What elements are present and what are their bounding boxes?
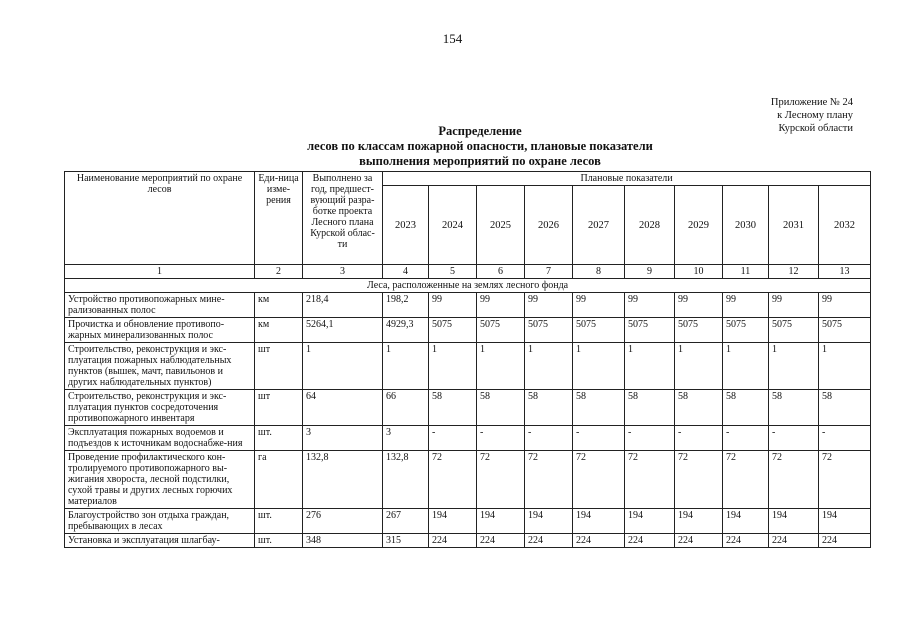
column-numbers-row [65, 265, 871, 279]
column-number: 9 [625, 265, 675, 279]
plan-value: 72 [819, 451, 871, 509]
column-number: 11 [723, 265, 769, 279]
plan-value: 66 [383, 390, 429, 426]
plan-value: 99 [625, 293, 675, 318]
plan-value: 5075 [819, 318, 871, 343]
plan-value: 5075 [477, 318, 525, 343]
header-year: 2032 [819, 186, 871, 265]
header-year: 2031 [769, 186, 819, 265]
column-number: 7 [525, 265, 573, 279]
appendix-line: к Лесному плану [777, 110, 853, 121]
plan-value: 194 [769, 509, 819, 534]
column-number: 13 [819, 265, 871, 279]
appendix-line: Приложение № 24 [770, 97, 853, 108]
document-title [200, 124, 760, 169]
unit-cell: шт. [255, 534, 303, 548]
plan-value: 58 [525, 390, 573, 426]
column-number: 2 [255, 265, 303, 279]
appendix-note [771, 96, 853, 135]
done-value: 5264,1 [303, 318, 383, 343]
column-number: 12 [769, 265, 819, 279]
plan-value: 224 [723, 534, 769, 548]
unit-cell: шт. [255, 509, 303, 534]
plan-value: 1 [723, 343, 769, 390]
plan-value: 58 [675, 390, 723, 426]
unit-cell: шт [255, 343, 303, 390]
table-row [65, 426, 871, 451]
plan-value: 99 [723, 293, 769, 318]
plan-value: 5075 [723, 318, 769, 343]
plan-value: 224 [769, 534, 819, 548]
unit-cell: га [255, 451, 303, 509]
table-row [65, 343, 871, 390]
column-number: 4 [383, 265, 429, 279]
done-value: 276 [303, 509, 383, 534]
fire-safety-plan-table [64, 171, 871, 548]
plan-value: 224 [477, 534, 525, 548]
header-done: Выполнено за год, предшест-вующий разра-ботке проекта Лесного плана Курской облас-ти [303, 172, 383, 265]
plan-value: 194 [477, 509, 525, 534]
page-number: 154 [442, 31, 463, 46]
header-unit: Еди-ница изме-рения [255, 172, 303, 265]
plan-value: 224 [525, 534, 573, 548]
section-row [65, 279, 871, 293]
done-value: 3 [303, 426, 383, 451]
plan-value: 194 [723, 509, 769, 534]
plan-value: 194 [573, 509, 625, 534]
activity-name: Установка и эксплуатация шлагбау- [65, 534, 255, 548]
plan-value: 224 [429, 534, 477, 548]
table-row [65, 390, 871, 426]
plan-value: 194 [525, 509, 573, 534]
header-year: 2029 [675, 186, 723, 265]
unit-cell: шт [255, 390, 303, 426]
header-year: 2026 [525, 186, 573, 265]
plan-value: 72 [675, 451, 723, 509]
unit-cell: шт. [255, 426, 303, 451]
column-number: 10 [675, 265, 723, 279]
plan-value: 99 [675, 293, 723, 318]
plan-value: 72 [625, 451, 675, 509]
column-number: 1 [65, 265, 255, 279]
done-value: 64 [303, 390, 383, 426]
plan-value: 5075 [525, 318, 573, 343]
plan-value: 72 [477, 451, 525, 509]
unit-cell: км [255, 318, 303, 343]
activity-name: Проведение профилактического кон-тролируемого противопожарного вы-жигания хвороста, лесной подстилки, сухой травы и других лесных горючих материалов [65, 451, 255, 509]
plan-value: 58 [625, 390, 675, 426]
plan-value: 58 [769, 390, 819, 426]
plan-value: - [525, 426, 573, 451]
plan-value: 4929,3 [383, 318, 429, 343]
plan-value: 58 [723, 390, 769, 426]
plan-value: 58 [573, 390, 625, 426]
plan-value: 1 [625, 343, 675, 390]
plan-value: 194 [429, 509, 477, 534]
plan-value: 315 [383, 534, 429, 548]
plan-value: 132,8 [383, 451, 429, 509]
activity-name: Строительство, реконструкция и экс-плуатация пожарных наблюдательных пунктов (вышек, мачт, павильонов и других наблюдательных пунктов) [65, 343, 255, 390]
plan-value: 194 [819, 509, 871, 534]
unit-cell: км [255, 293, 303, 318]
plan-value: 72 [573, 451, 625, 509]
plan-value: 194 [625, 509, 675, 534]
plan-value: 72 [429, 451, 477, 509]
plan-value: 1 [429, 343, 477, 390]
plan-value: 99 [477, 293, 525, 318]
column-number: 6 [477, 265, 525, 279]
plan-value: 99 [525, 293, 573, 318]
header-year: 2027 [573, 186, 625, 265]
header-year: 2030 [723, 186, 769, 265]
table-row [65, 318, 871, 343]
plan-value: 1 [383, 343, 429, 390]
activity-name: Благоустройство зон отдыха граждан, пребывающих в лесах [65, 509, 255, 534]
plan-value: 194 [675, 509, 723, 534]
plan-value: 224 [819, 534, 871, 548]
plan-value: 198,2 [383, 293, 429, 318]
plan-value: - [723, 426, 769, 451]
plan-value: - [429, 426, 477, 451]
plan-value: 58 [819, 390, 871, 426]
plan-value: 1 [477, 343, 525, 390]
plan-value: - [819, 426, 871, 451]
column-number: 3 [303, 265, 383, 279]
plan-value: 5075 [625, 318, 675, 343]
plan-value: 72 [525, 451, 573, 509]
title-line: выполнения мероприятий по охране лесов [359, 154, 601, 168]
plan-value: 1 [819, 343, 871, 390]
plan-value: 224 [573, 534, 625, 548]
table-row [65, 509, 871, 534]
plan-value: 72 [769, 451, 819, 509]
header-year: 2023 [383, 186, 429, 265]
appendix-line: Курской области [778, 123, 853, 134]
activity-name: Прочистка и обновление противопо-жарных минерализованных полос [65, 318, 255, 343]
table-row [65, 293, 871, 318]
plan-value: 267 [383, 509, 429, 534]
plan-value: - [675, 426, 723, 451]
title-line: Распределение [438, 124, 522, 138]
done-value: 348 [303, 534, 383, 548]
plan-value: - [625, 426, 675, 451]
plan-value: 224 [625, 534, 675, 548]
activity-name: Устройство противопожарных мине-рализованных полос [65, 293, 255, 318]
plan-value: 99 [573, 293, 625, 318]
plan-value: 58 [477, 390, 525, 426]
header-year: 2025 [477, 186, 525, 265]
table-row [65, 451, 871, 509]
plan-value: 1 [675, 343, 723, 390]
done-value: 1 [303, 343, 383, 390]
title-line: лесов по классам пожарной опасности, плановые показатели [307, 139, 653, 153]
header-year: 2024 [429, 186, 477, 265]
plan-value: 1 [573, 343, 625, 390]
column-number: 8 [573, 265, 625, 279]
plan-value: 5075 [573, 318, 625, 343]
table-row [65, 534, 871, 548]
header-name: Наименование мероприятий по охране лесов [65, 172, 255, 265]
plan-value: 5075 [769, 318, 819, 343]
plan-value: 99 [429, 293, 477, 318]
done-value: 218,4 [303, 293, 383, 318]
activity-name: Строительство, реконструкция и экс-плуатация пунктов сосредоточения противопожарного инвентаря [65, 390, 255, 426]
section-title: Леса, расположенные на землях лесного фонда [65, 279, 871, 293]
plan-value: 5075 [675, 318, 723, 343]
header-plan: Плановые показатели [383, 172, 871, 186]
plan-value: 5075 [429, 318, 477, 343]
column-number: 5 [429, 265, 477, 279]
plan-value: 3 [383, 426, 429, 451]
plan-value: - [477, 426, 525, 451]
plan-value: 99 [769, 293, 819, 318]
plan-value: 224 [675, 534, 723, 548]
header-year: 2028 [625, 186, 675, 265]
activity-name: Эксплуатация пожарных водоемов и подъездов к источникам водоснабже-ния [65, 426, 255, 451]
plan-value: 99 [819, 293, 871, 318]
plan-value: 1 [769, 343, 819, 390]
done-value: 132,8 [303, 451, 383, 509]
plan-value: 72 [723, 451, 769, 509]
plan-value: 58 [429, 390, 477, 426]
plan-value: 1 [525, 343, 573, 390]
plan-value: - [769, 426, 819, 451]
plan-value: - [573, 426, 625, 451]
